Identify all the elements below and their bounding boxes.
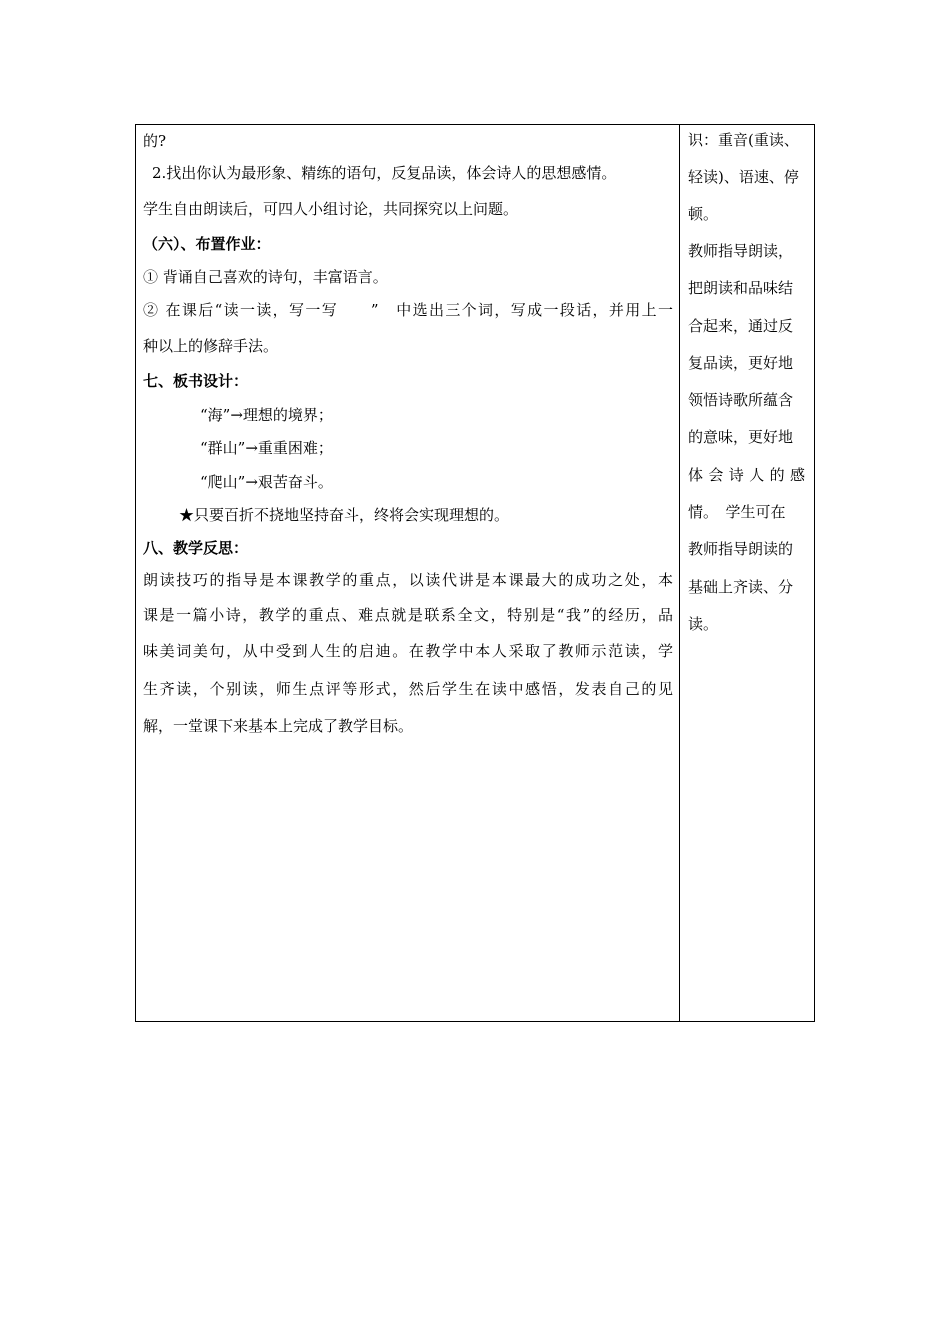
text-line: ② 在课后“读一读，写一写 ” 中选出三个词，写成一段话，并用上一 — [143, 301, 673, 319]
note-line: 读。 — [688, 615, 719, 633]
note-line: 识：重音(重读、 — [688, 131, 799, 149]
note-line: 教师指导朗读的 — [688, 540, 794, 558]
text-line: 的? — [143, 132, 167, 150]
text-line: 解，一堂课下来基本上完成了教学目标。 — [143, 717, 414, 735]
text-line: 课是一篇小诗，教学的重点、难点就是联系全文，特别是“我”的经历，品 — [143, 606, 673, 624]
note-line: 轻读)、语速、停 — [688, 168, 799, 186]
text-line: 生齐读，个别读，师生点评等形式，然后学生在读中感悟，发表自己的见 — [143, 680, 673, 698]
note-line: 合起来，通过反 — [688, 317, 794, 335]
note-line: 领悟诗歌所蕴含 — [688, 391, 794, 409]
text-line: 朗读技巧的指导是本课教学的重点，以读代讲是本课最大的成功之处，本 — [143, 571, 673, 589]
note-line: 顿。 — [688, 205, 719, 223]
text-line: 2.找出你认为最形象、精练的语句，反复品读，体会诗人的思想感情。 — [152, 164, 617, 182]
text-line: 学生自由朗读后，可四人小组讨论，共同探究以上问题。 — [143, 200, 519, 218]
note-line: 的意味，更好地 — [688, 428, 794, 446]
section-heading-homework: （六）、布置作业： — [143, 235, 271, 253]
text-line: 种以上的修辞手法。 — [143, 337, 279, 355]
text-line: ① 背诵自己喜欢的诗句，丰富语言。 — [143, 268, 388, 286]
section-heading-board-design: 七、板书设计： — [143, 372, 249, 390]
board-item: “海”→理想的境界； — [200, 406, 333, 424]
note-line: 情。 学生可在 — [688, 503, 786, 521]
note-line: 基础上齐读、分 — [688, 578, 794, 596]
lesson-plan-table — [135, 124, 815, 1022]
note-line: 把朗读和品味结 — [688, 279, 794, 297]
section-heading-reflection: 八、教学反思： — [143, 539, 249, 557]
note-line: 复品读，更好地 — [688, 354, 794, 372]
board-item: “爬山”→艰苦奋斗。 — [200, 473, 333, 491]
note-line: 教师指导朗读， — [688, 242, 794, 260]
board-summary: ★只要百折不挠地坚持奋斗，终将会实现理想的。 — [179, 506, 510, 524]
board-item: “群山”→重重困难； — [200, 439, 333, 457]
column-divider — [679, 125, 680, 1021]
text-line: 味美词美句，从中受到人生的启迪。在教学中本人采取了教师示范读，学 — [143, 642, 673, 660]
note-line: 体会诗人的感 — [688, 466, 805, 484]
